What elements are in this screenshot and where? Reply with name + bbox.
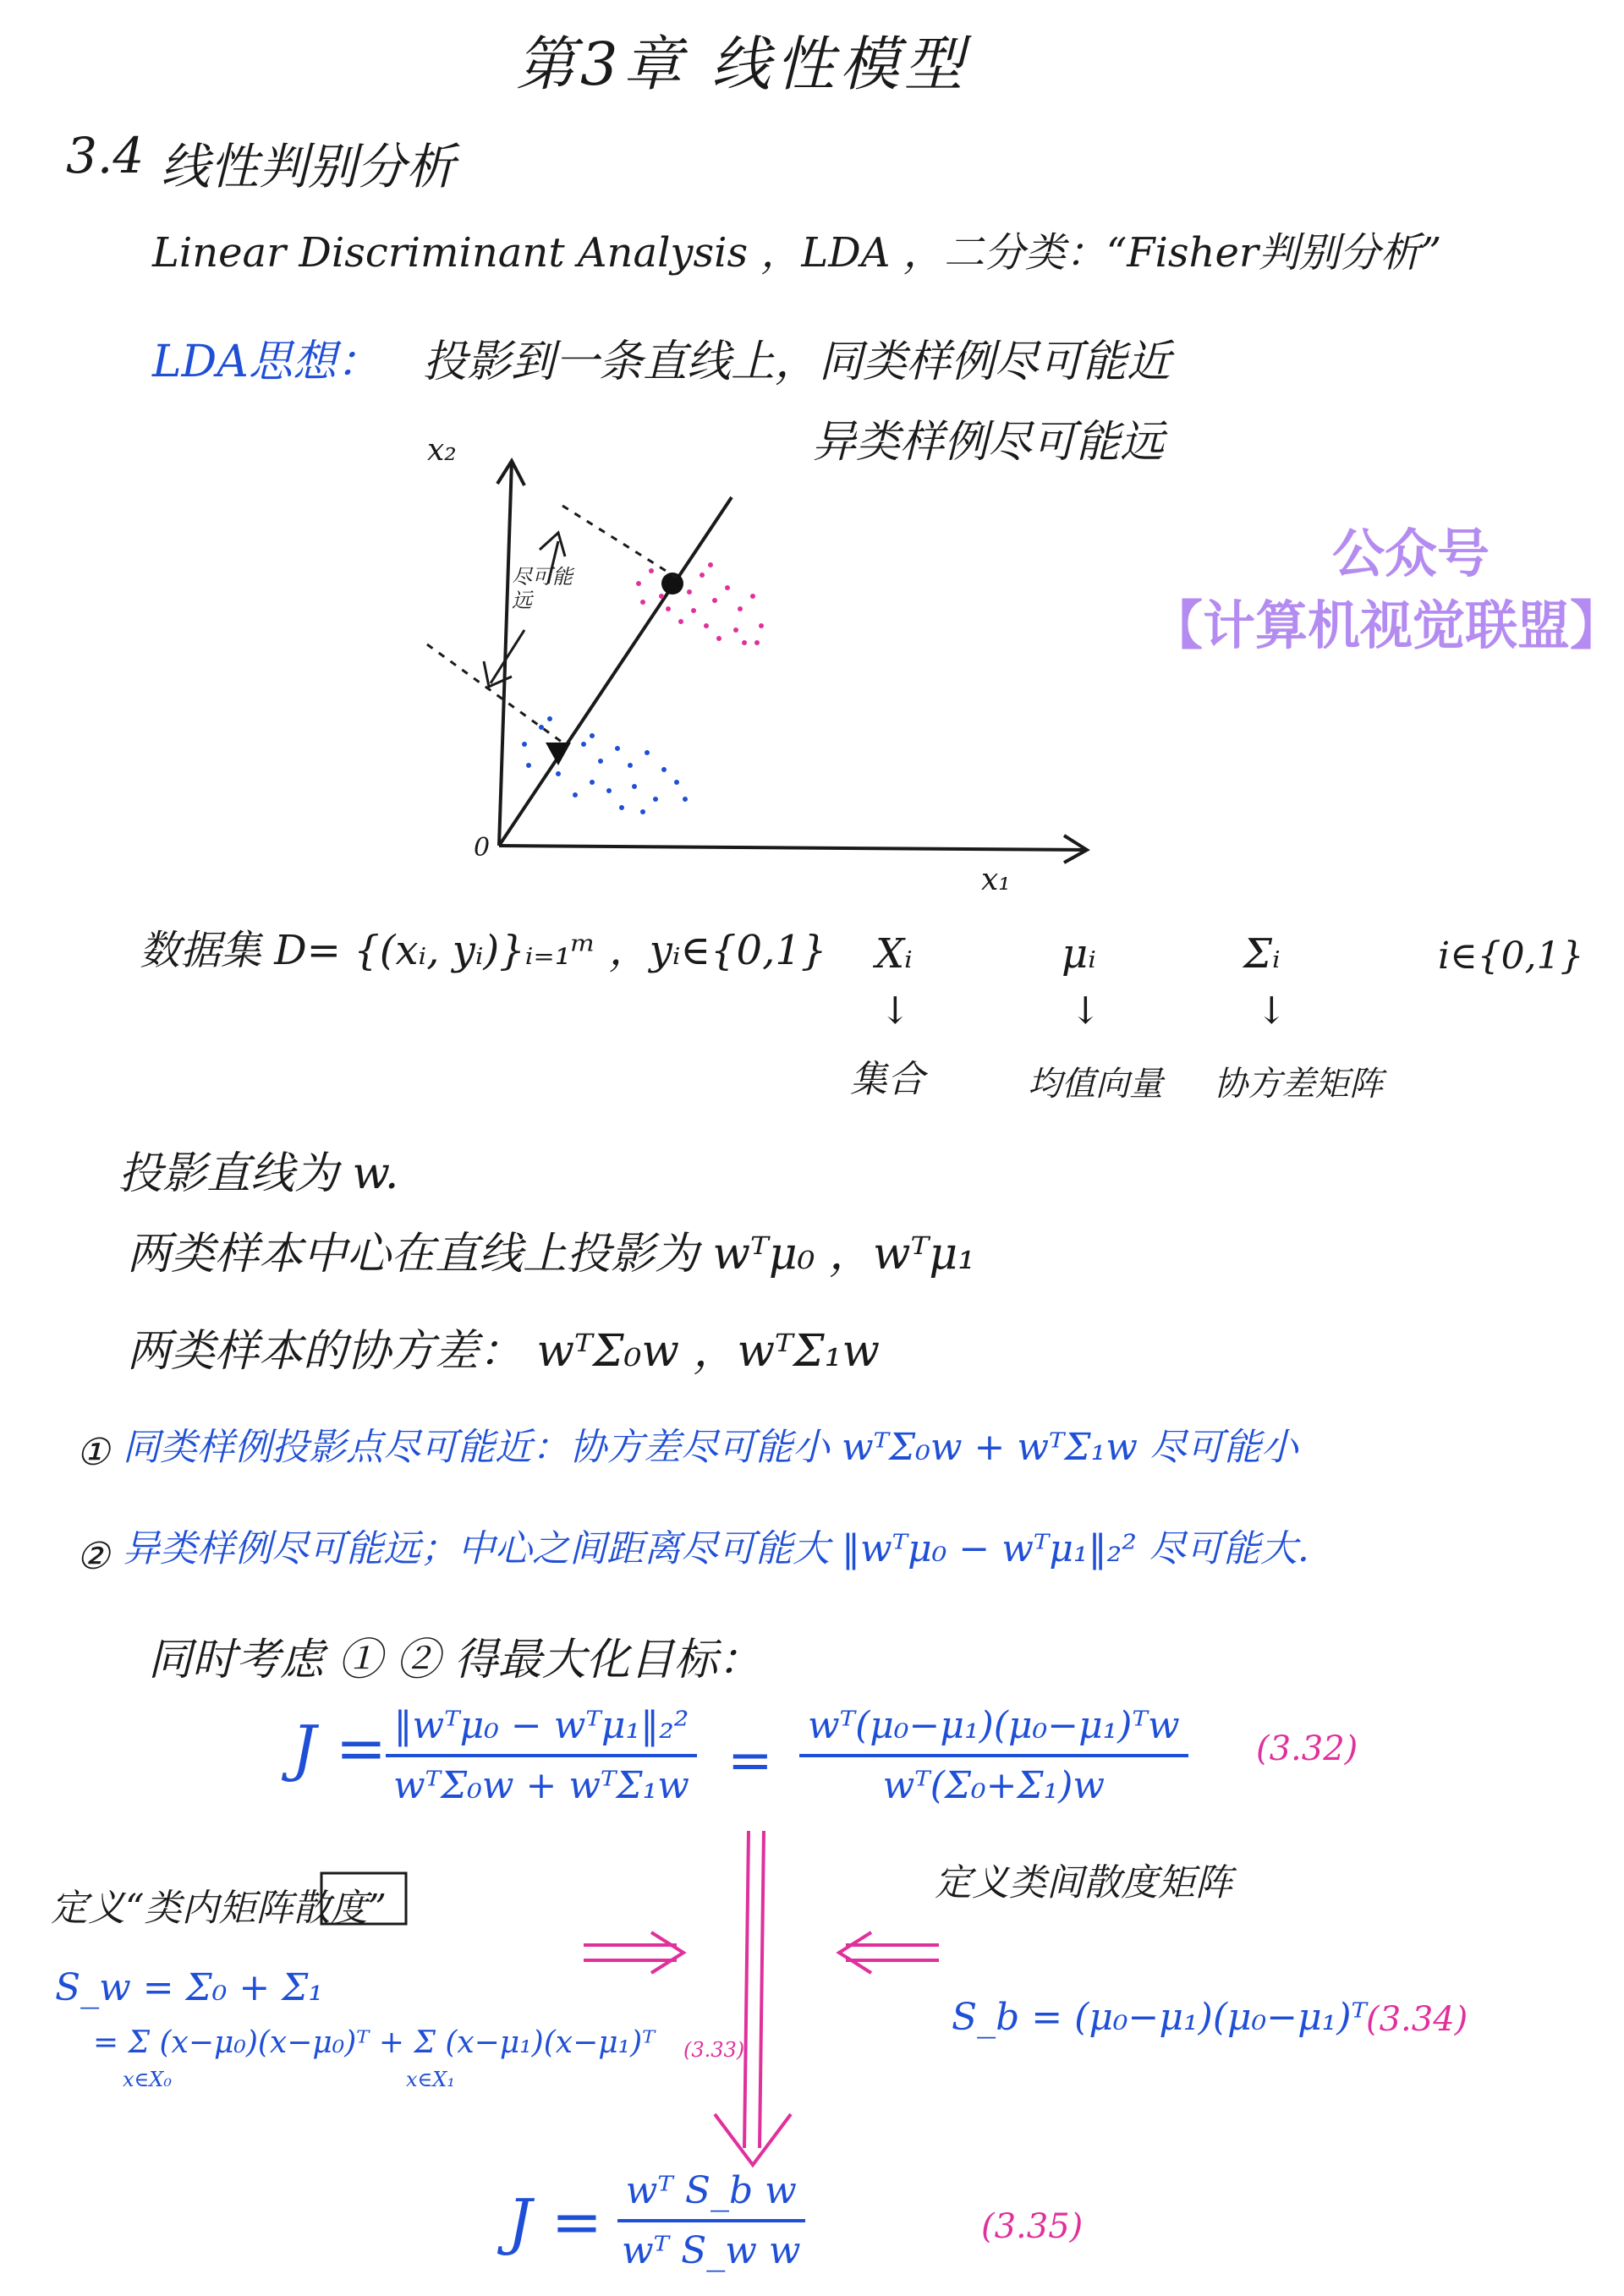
down-arrow-mu: ↓ xyxy=(1070,989,1101,1033)
section-subtitle: Linear Discriminant Analysis ，LDA ，二分类：“Fisher判别分析” xyxy=(152,229,1442,277)
page-title: 第3章 线性模型 xyxy=(516,30,968,99)
dataset-mu-symbol: μᵢ xyxy=(1062,930,1096,978)
dataset-definition: 数据集 D= {(xᵢ, yᵢ)}ᵢ₌₁ᵐ ，yᵢ∈{0,1} xyxy=(140,927,827,974)
objective-frac2-numerator: wᵀ(μ₀−μ₁)(μ₀−μ₁)ᵀw xyxy=(799,1704,1188,1757)
watermark-line1: 公众号 xyxy=(1332,523,1490,584)
dataset-x-desc: 集合 xyxy=(850,1058,924,1101)
goal1-text: 同类样例投影点尽可能近：协方差尽可能小 wᵀΣ₀w + wᵀΣ₁w 尽可能小 xyxy=(123,1426,1298,1469)
down-arrow-sigma: ↓ xyxy=(1256,989,1287,1033)
objective-equals: = xyxy=(727,1729,773,1792)
section-number: 3.4 xyxy=(66,127,145,184)
final-j-lhs: J = xyxy=(508,2186,603,2257)
y-axis-label: x₂ xyxy=(427,433,457,468)
objective-intro: 同时考虑 ① ② 得最大化目标： xyxy=(148,1635,762,1685)
final-fraction xyxy=(613,2169,809,2272)
dataset-x-symbol: Xᵢ xyxy=(875,930,913,978)
watermark-line2: 【计算机视觉联盟】 xyxy=(1150,595,1623,656)
down-double-arrow xyxy=(715,2114,791,2165)
within-heading: 定义“类内矩阵散度” xyxy=(51,1887,387,1930)
objective-frac1-denominator: wᵀΣ₀w + wᵀΣ₁w xyxy=(393,1764,689,1807)
within-line2: = Σ (x−μ₀)(x−μ₀)ᵀ + Σ (x−μ₁)(x−μ₁)ᵀ xyxy=(93,2025,656,2060)
statement-projected-centers: 两类样本中心在直线上投影为 wᵀμ₀ ，wᵀμ₁ xyxy=(127,1229,976,1280)
objective-frac2-denominator: wᵀ(Σ₀+Σ₁)w xyxy=(882,1764,1106,1807)
dataset-mu-desc: 均值向量 xyxy=(1028,1065,1163,1104)
goal1-number: ① xyxy=(76,1431,110,1474)
between-heading: 定义类间散度矩阵 xyxy=(935,1861,1232,1904)
idea-line2: 异类样例尽可能远 xyxy=(812,417,1165,468)
final-numerator: wᵀ S_b w xyxy=(617,2169,805,2222)
within-sum-index-1: x∈X₁ xyxy=(406,2068,456,2091)
dataset-sigma-desc: 协方差矩阵 xyxy=(1214,1065,1383,1104)
objective-frac1-numerator: ‖wᵀμ₀ − wᵀμ₁‖₂² xyxy=(386,1704,698,1757)
between-formula: S_b = (μ₀−μ₁)(μ₀−μ₁)ᵀ xyxy=(952,1996,1367,2039)
right-double-arrow xyxy=(651,1932,683,1973)
objective-j-lhs: J = xyxy=(292,1712,387,1784)
diagram-note: 尽可能远 xyxy=(512,565,573,612)
statement-covariance: 两类样本的协方差： wᵀΣ₀w ，wᵀΣ₁w xyxy=(127,1326,880,1377)
statement-projection-line: 投影直线为 w. xyxy=(118,1148,399,1199)
goal2-number: ② xyxy=(76,1535,110,1578)
dataset-index-range: i∈{0,1} xyxy=(1438,934,1584,978)
equation-number-3-34: (3.34) xyxy=(1366,2000,1468,2039)
section-heading: 线性判别分析 xyxy=(161,138,456,195)
x-axis-label: x₁ xyxy=(981,863,1011,897)
idea-label: LDA思想： xyxy=(152,337,381,387)
origin-label: 0 xyxy=(474,833,491,863)
goal2-text: 异类样例尽可能远；中心之间距离尽可能大 ‖wᵀμ₀ − wᵀμ₁‖₂² 尽可能大. xyxy=(123,1527,1309,1570)
dataset-sigma-symbol: Σᵢ xyxy=(1243,930,1281,978)
equation-number-3-33: (3.33) xyxy=(683,2038,745,2062)
equation-number-3-35: (3.35) xyxy=(981,2207,1084,2246)
equation-number-3-32: (3.32) xyxy=(1256,1729,1358,1768)
down-arrow-x: ↓ xyxy=(880,989,911,1033)
idea-line1: 投影到一条直线上，同类样例尽可能近 xyxy=(423,337,1171,387)
within-sum-index-0: x∈X₀ xyxy=(123,2068,173,2091)
within-line1: S_w = Σ₀ + Σ₁ xyxy=(55,1966,323,2009)
final-denominator: wᵀ S_w w xyxy=(622,2229,801,2272)
left-double-arrow xyxy=(839,1932,871,1973)
